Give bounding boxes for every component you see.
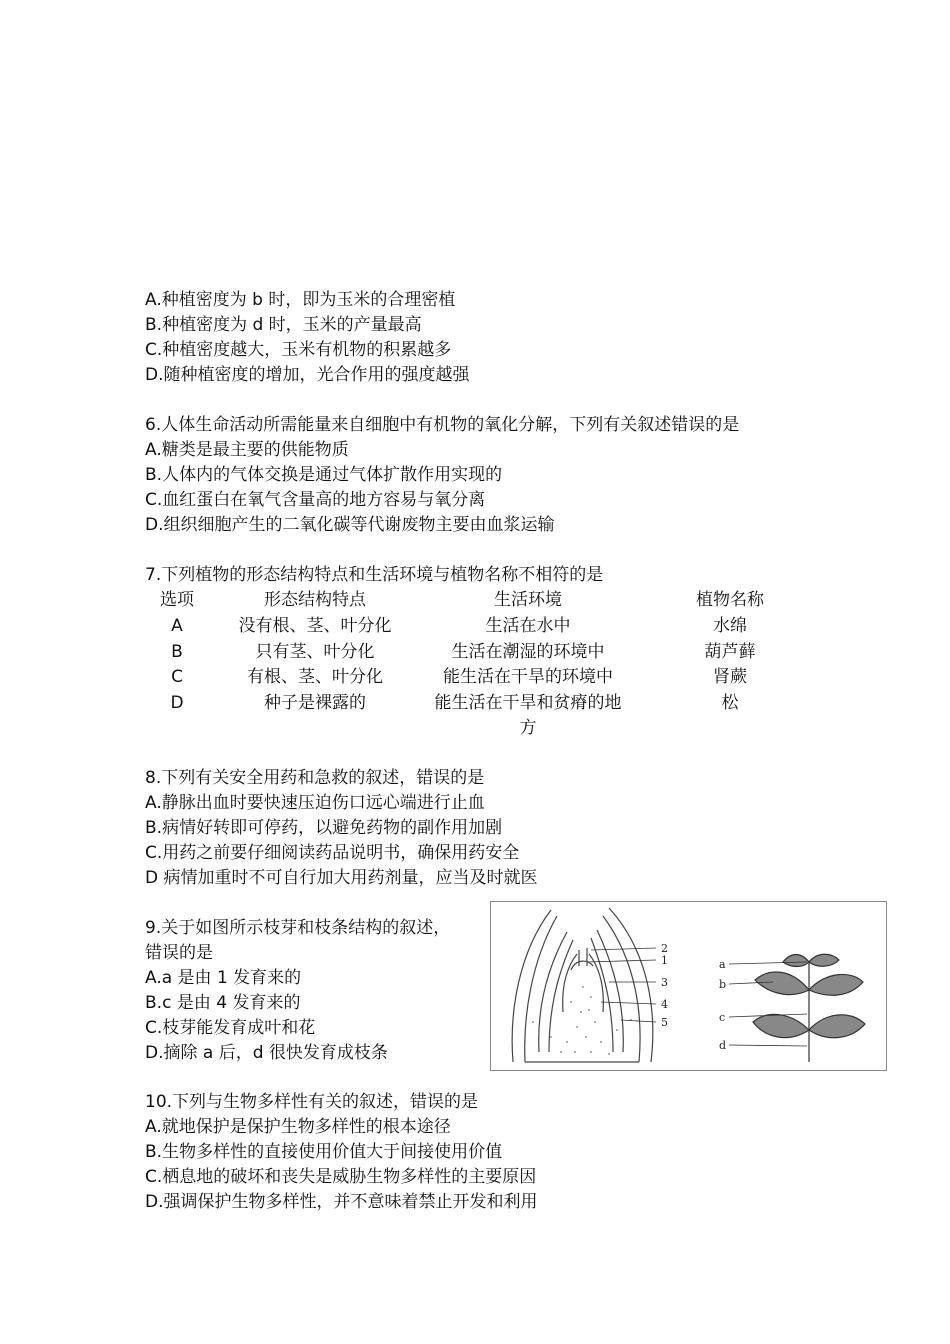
figure-svg [491,902,886,1070]
q7-cell: 松 [721,693,739,713]
branch-label-a: a [719,958,726,971]
q6-option-c: C.血红蛋白在氧气含量高的地方容易与氧分离 [145,490,486,510]
bud-label-1: 1 [661,954,668,967]
q10-option-a: A.就地保护是保护生物多样性的根本途径 [145,1117,451,1137]
bud-label-3: 3 [661,976,668,989]
q6-option-b: B.人体内的气体交换是通过气体扩散作用实现的 [145,465,503,485]
q7-cell: 肾蕨 [713,667,747,687]
q7-cell: C [171,667,183,687]
q7-cell: D [170,693,184,713]
q8-stem: 8.下列有关安全用药和急救的叙述，错误的是 [145,768,485,788]
bud-and-branch-figure [490,901,887,1071]
q6-option-d: D.组织细胞产生的二氧化碳等代谢废物主要由血浆运输 [145,515,555,535]
bud-label-4: 4 [661,998,668,1011]
q8-option-a: A.静脉出血时要快速压迫伤口远心端进行止血 [145,793,485,813]
branch-label-d: d [719,1039,727,1052]
q7-header-environment: 生活环境 [494,590,562,610]
q8-option-d: D 病情加重时不可自行加大用药剂量，应当及时就医 [145,868,538,888]
bud-stipple [532,986,632,1055]
bud-section-illustration [512,908,653,1062]
q6-stem: 6.人体生命活动所需能量来自细胞中有机物的氧化分解，下列有关叙述错误的是 [145,415,740,435]
q9-option-d: D.摘除 a 后，d 很快发育成枝条 [145,1043,388,1063]
q9-stem-line2: 错误的是 [145,943,213,963]
q7-cell: 能生活在干旱的环境中 [443,667,613,687]
bud-label-2: 2 [661,942,668,955]
q7-stem: 7.下列植物的形态结构特点和生活环境与植物名称不相符的是 [145,565,604,585]
q10-option-b: B.生物多样性的直接使用价值大于间接使用价值 [145,1142,503,1162]
branch-label-b: b [719,978,727,991]
q7-cell: B [171,642,183,662]
q7-cell: 没有根、茎、叶分化 [238,616,392,636]
q5-option-a: A.种植密度为 b 时，即为玉米的合理密植 [145,290,456,310]
q5-option-c: C.种植密度越大，玉米有机物的积累越多 [145,340,452,360]
q7-cell: 只有茎、叶分化 [255,642,375,662]
q10-stem: 10.下列与生物多样性有关的叙述，错误的是 [145,1092,479,1112]
q9-option-c: C.枝芽能发育成叶和花 [145,1018,316,1038]
q8-option-c: C.用药之前要仔细阅读药品说明书，确保用药安全 [145,843,520,863]
q7-header-plant: 植物名称 [696,590,764,610]
q10-option-c: C.栖息地的破坏和丧失是威胁生物多样性的主要原因 [145,1167,537,1187]
q5-option-d: D.随种植密度的增加，光合作用的强度越强 [145,365,470,385]
q9-option-a: A.a 是由 1 发育来的 [145,968,302,988]
q8-option-b: B.病情好转即可停药，以避免药物的副作用加剧 [145,818,503,838]
q6-option-a: A.糖类是最主要的供能物质 [145,440,349,460]
q7-header-structure: 形态结构特点 [264,590,366,610]
branch-label-c: c [719,1011,726,1024]
q7-cell-wrap: 方 [519,718,537,738]
q9-stem-line1: 9.关于如图所示枝芽和枝条结构的叙述， [145,918,451,938]
q7-cell: 生活在潮湿的环境中 [451,642,605,662]
q7-cell: 种子是裸露的 [264,693,366,713]
q7-cell: 生活在水中 [485,616,571,636]
q7-header-option: 选项 [160,590,194,610]
q7-cell: 水绵 [713,616,747,636]
q7-cell: 有根、茎、叶分化 [247,667,383,687]
q10-option-d: D.强调保护生物多样性，并不意味着禁止开发和利用 [145,1192,538,1212]
q7-cell: A [171,616,183,636]
bud-label-5: 5 [661,1016,668,1029]
q9-option-b: B.c 是由 4 发育来的 [145,993,301,1013]
q7-cell: 能生活在干旱和贫瘠的地 [434,693,622,713]
q5-option-b: B.种植密度为 d 时，玉米的产量最高 [145,315,422,335]
q7-cell: 葫芦藓 [704,642,756,662]
